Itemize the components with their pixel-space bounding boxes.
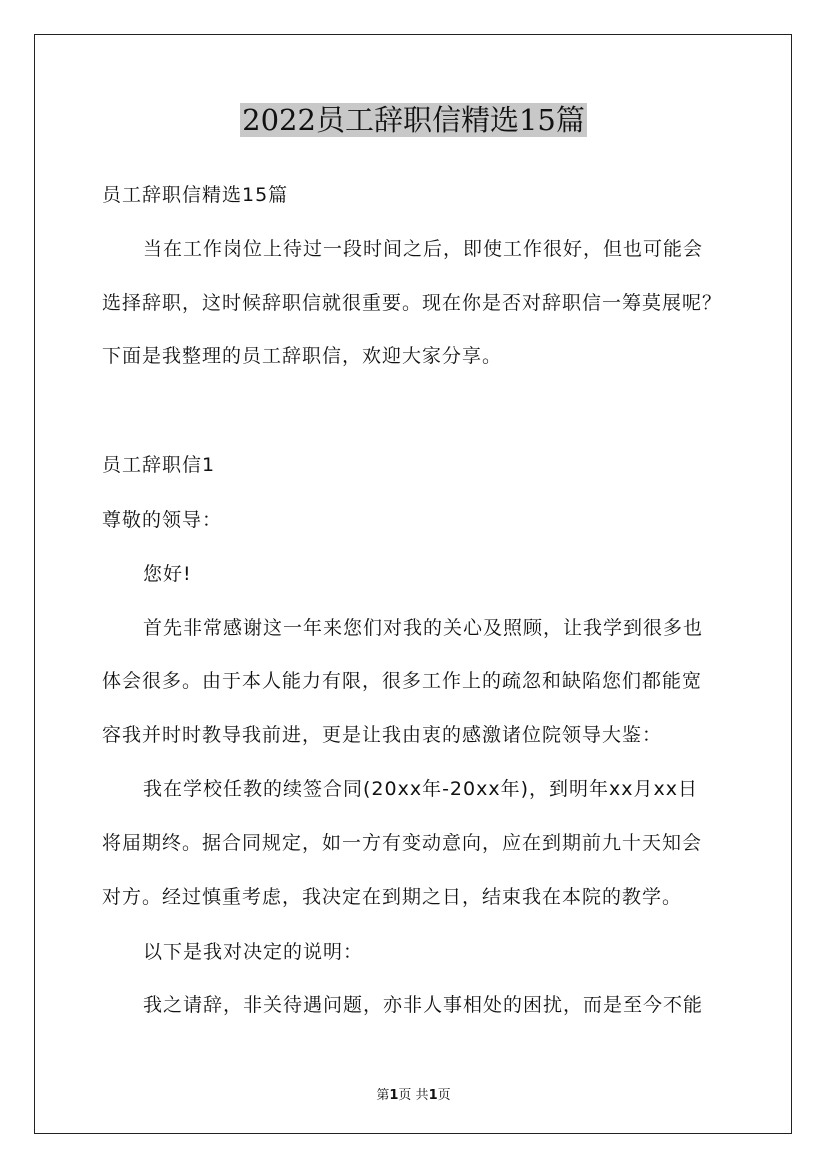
para1-line-1: 首先非常感谢这一年来您们对我的关心及照顾，让我学到很多也: [143, 617, 704, 639]
document-subtitle: 员工辞职信精选15篇: [102, 184, 289, 206]
footer-page-prefix: 第: [376, 1088, 390, 1103]
footer-page-total: 1: [428, 1088, 438, 1103]
para1-line-2: 体会很多。由于本人能力有限，很多工作上的疏忽和缺陷您们都能宽: [102, 670, 703, 692]
section-heading: 员工辞职信1: [102, 454, 216, 476]
salutation: 尊敬的领导：: [102, 509, 223, 531]
para1-line-3: 容我并时时教导我前进，更是让我由衷的感激诸位院领导大鉴：: [102, 724, 663, 746]
para3-line: 以下是我对决定的说明：: [143, 941, 364, 963]
intro-line-3: 下面是我整理的员工辞职信，欢迎大家分享。: [102, 345, 503, 367]
footer-page-suffix: 页: [437, 1088, 451, 1103]
footer-page-current: 1: [389, 1088, 399, 1103]
para2-line-2: 将届期终。据合同规定，如一方有变动意向，应在到期前九十天知会: [102, 832, 703, 854]
para4-line: 我之请辞，非关待遇问题，亦非人事相处的困扰，而是至今不能: [143, 994, 704, 1016]
footer-page-mid: 页 共: [398, 1088, 429, 1103]
document-title-wrap: [0, 100, 827, 140]
page-footer: [0, 1084, 827, 1103]
intro-line-2: 选择辞职，这时候辞职信就很重要。现在你是否对辞职信一筹莫展呢？: [102, 292, 723, 314]
intro-line-1: 当在工作岗位上待过一段时间之后，即使工作很好，但也可能会: [143, 238, 704, 260]
greeting: 您好!: [143, 563, 192, 585]
document-title: 2022员工辞职信精选15篇: [242, 103, 585, 137]
para2-line-3: 对方。经过慎重考虑，我决定在到期之日，结束我在本院的教学。: [102, 886, 683, 908]
para2-line-1: 我在学校任教的续签合同(20xx年-20xx年)，到明年xx月xx日: [143, 778, 698, 800]
